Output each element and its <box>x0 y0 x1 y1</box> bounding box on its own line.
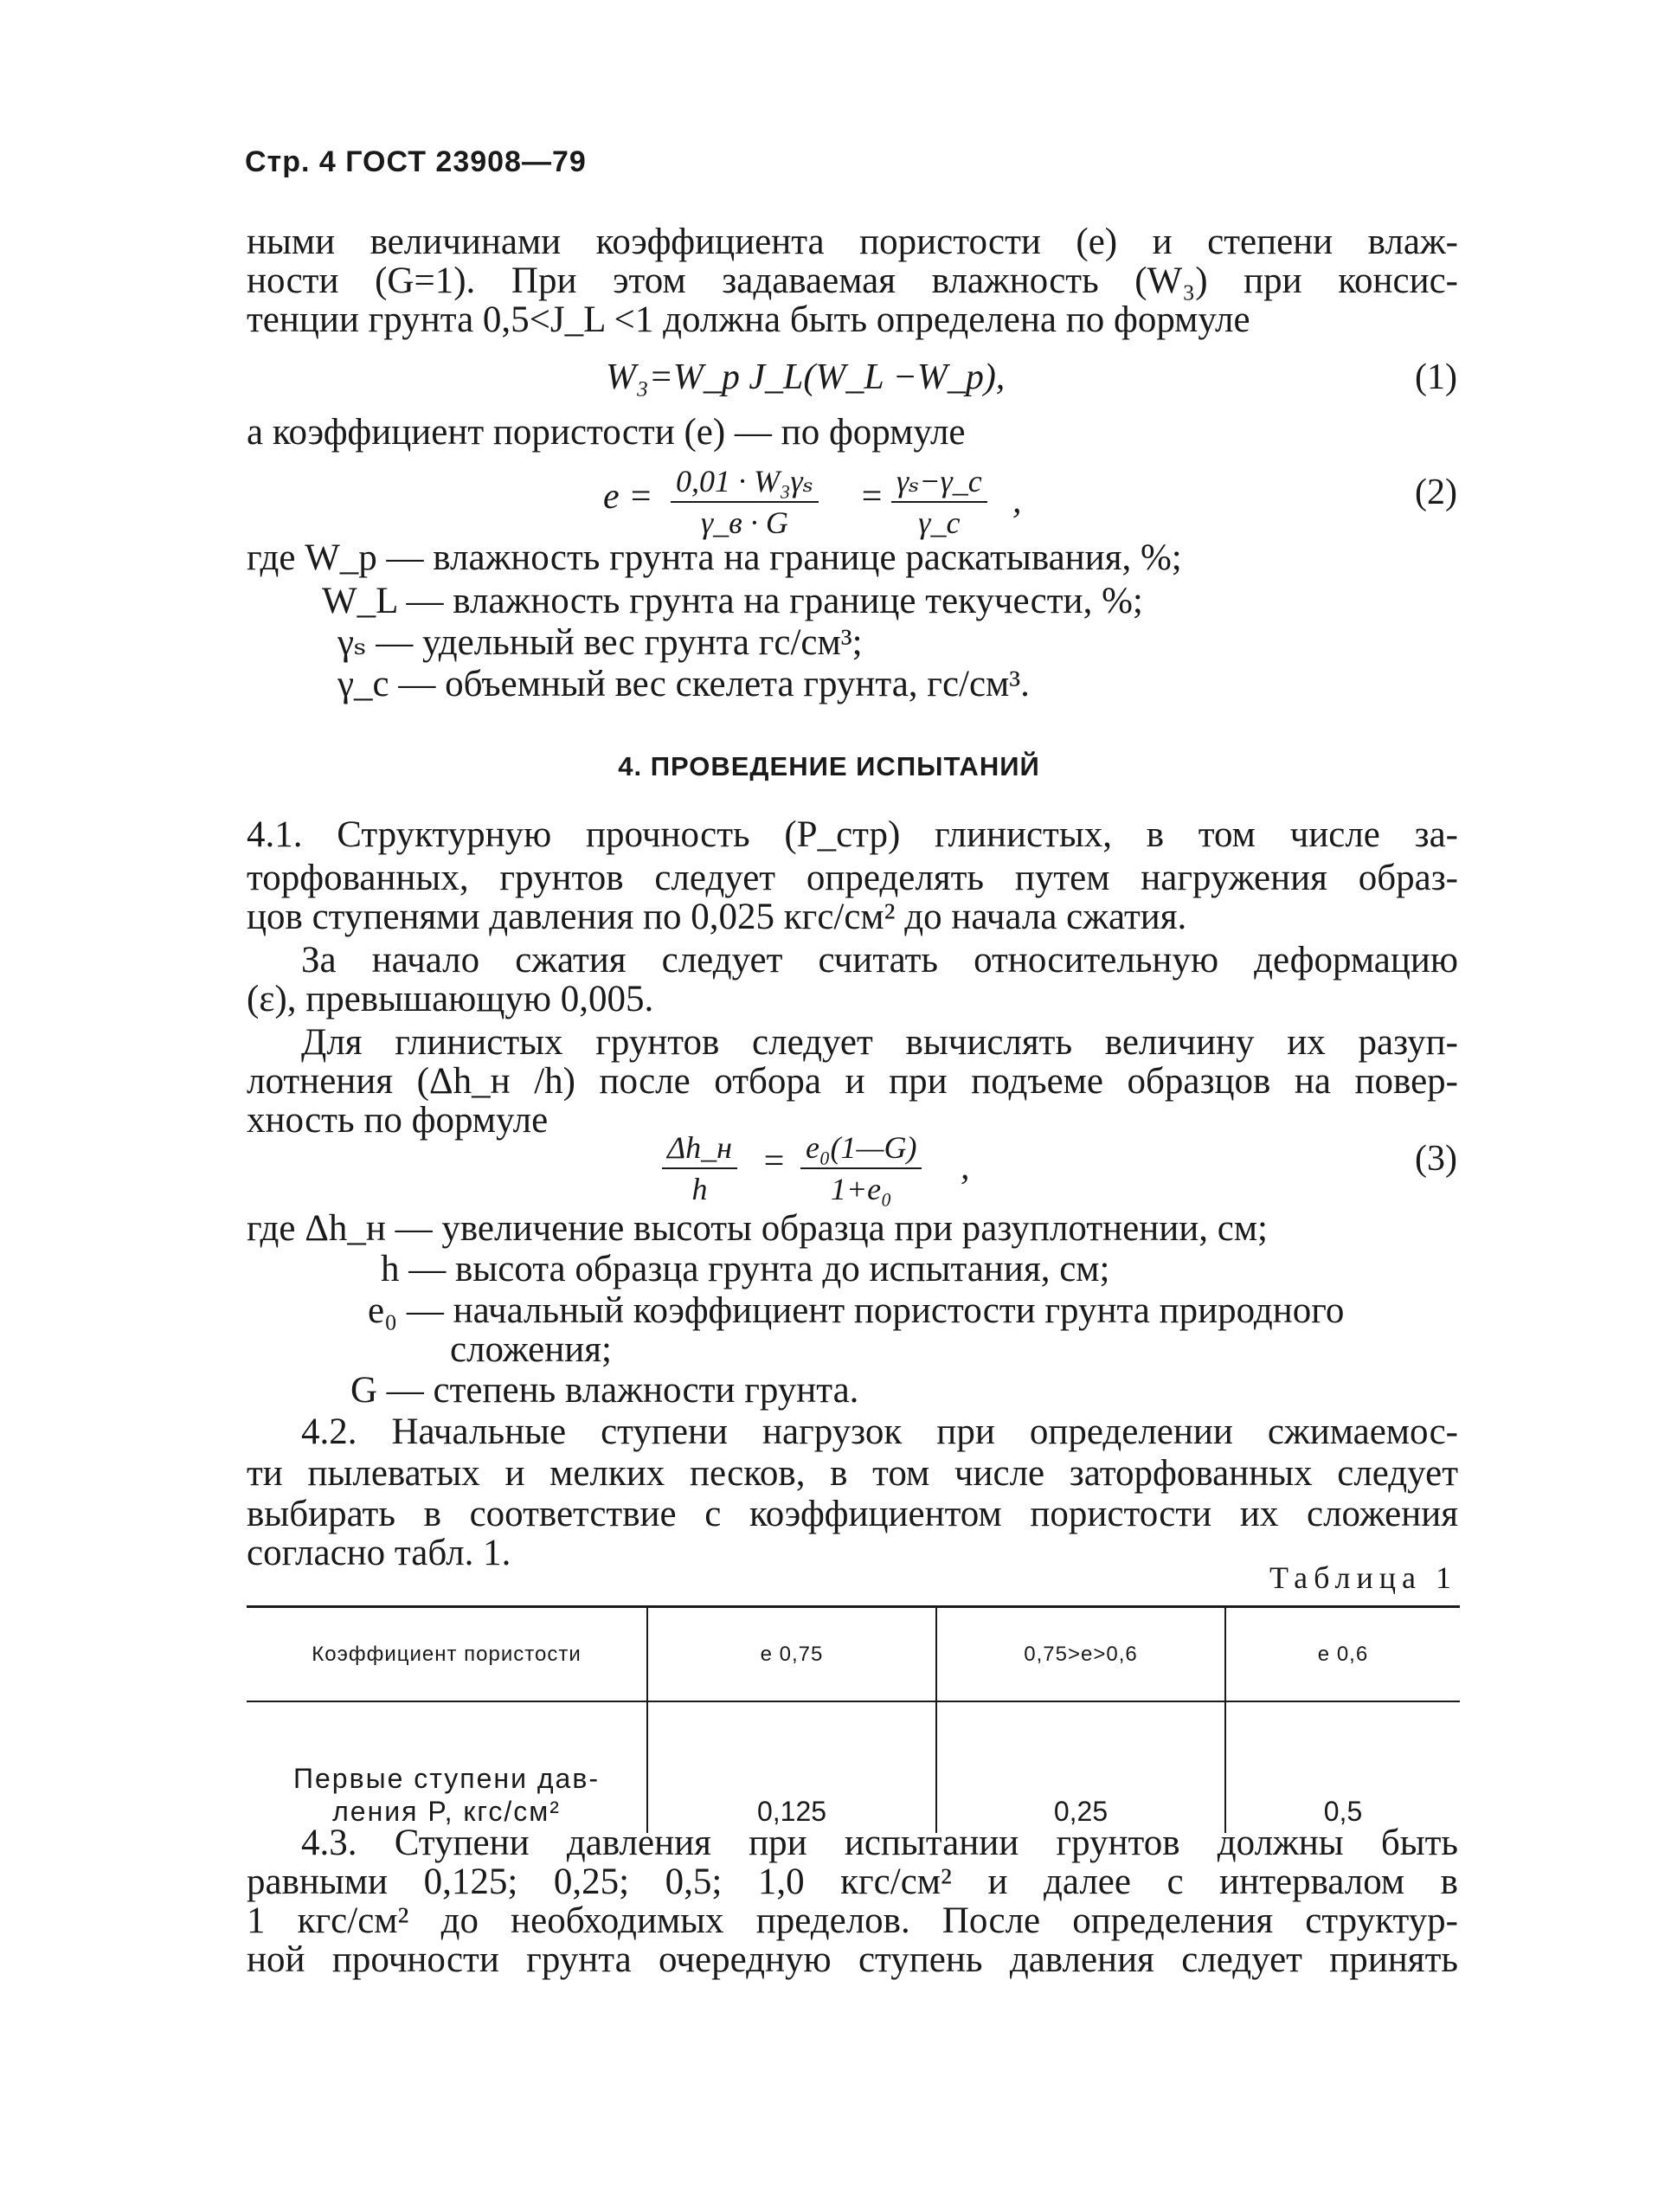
text-line: 1 кгс/см² до необходимых пределов. После определения структур- <box>247 1900 1458 1941</box>
text-line: хность по формуле <box>247 1100 549 1141</box>
equation-number-2: (2) <box>1415 473 1457 512</box>
formula-3-comma: , <box>961 1148 970 1187</box>
fraction-denominator: h <box>691 1172 708 1206</box>
definition-line: e₀ — начальный коэффициент пористости грунта природного <box>368 1290 1345 1331</box>
fraction-numerator: e₀(1—G) <box>800 1129 922 1169</box>
table-cell: 0,125 <box>647 1701 936 1833</box>
table-header-row <box>247 1607 1460 1702</box>
definition-line: где W_p — влажность грунта на границе раскатывания, %; <box>247 537 1182 578</box>
text-line: За начало сжатия следует считать относительную деформацию <box>301 940 1458 981</box>
fraction-numerator: γₛ−γ_c <box>891 463 987 503</box>
text-line: а коэффициент пористости (e) — по формуле <box>247 412 966 453</box>
fraction-numerator: 0,01 · W₃γₛ <box>671 463 819 503</box>
formula-2-fraction-2 <box>891 463 987 541</box>
formula-2-equals: = <box>859 477 884 517</box>
text-line: ной прочности грунта очередную ступень давления следует принять <box>247 1939 1458 1980</box>
fraction-denominator: 1+e₀ <box>830 1172 892 1206</box>
table-row <box>247 1701 1460 1833</box>
table-caption: Таблица 1 <box>1269 1560 1457 1595</box>
table-header-cell: e 0,6 <box>1225 1607 1460 1702</box>
table-cell: 0,5 <box>1225 1701 1460 1833</box>
fraction-numerator: Δh_н <box>662 1129 737 1169</box>
text-line: торфованных, грунтов следует определять путем нагружения образ- <box>247 858 1458 898</box>
text-line: равными 0,125; 0,25; 0,5; 1,0 кгс/см² и далее с интервалом в <box>247 1862 1458 1902</box>
definition-line: G — степень влажности грунта. <box>350 1370 859 1411</box>
text-line: 4.3. Ступени давления при испытании грунтов должны быть <box>301 1823 1458 1863</box>
formula-1: W₃=W_p J_L(W_L −W_p), <box>606 357 1006 397</box>
text-line: выбирать в соответствие с коэффициентом пористости их сложения <box>247 1494 1458 1534</box>
table-row-label: Первые ступени дав- ления P, кгс/см² <box>293 1763 600 1827</box>
text-line: (ε), превышающую 0,005. <box>247 979 654 1019</box>
text-line: согласно табл. 1. <box>247 1533 511 1573</box>
page-header: Стр. 4 ГОСТ 23908—79 <box>245 145 587 178</box>
text-line: лотнения (Δh_н /h) после отбора и при подъеме образцов на повер- <box>247 1061 1458 1102</box>
fraction-denominator: γ_c <box>918 505 961 540</box>
formula-3-fraction-2 <box>800 1129 922 1207</box>
definition-line: W_L — влажность грунта на границе текучести, %; <box>322 581 1143 621</box>
definition-line: γₛ — удельный вес грунта гс/см³; <box>337 622 863 663</box>
text-line: 4.1. Структурную прочность (P_стр) глинистых, в том числе за- <box>247 814 1458 855</box>
text-line: 4.2. Начальные ступени нагрузок при определении сжимаемос- <box>301 1411 1458 1452</box>
section-title: 4. ПРОВЕДЕНИЕ ИСПЫТАНИЙ <box>618 751 1040 781</box>
formula-2-lhs: e = <box>603 477 653 517</box>
table-header-cell: e 0,75 <box>647 1607 936 1702</box>
definition-line: сложения; <box>450 1329 612 1370</box>
formula-2-fraction-1 <box>671 463 819 541</box>
table-header-cell: 0,75>e>0,6 <box>936 1607 1225 1702</box>
definition-line: h — высота образца грунта до испытания, см; <box>381 1249 1110 1289</box>
table-header-cell: Коэффициент пористости <box>312 1642 582 1666</box>
equation-number-3: (3) <box>1415 1139 1457 1179</box>
text-line: тенции грунта 0,5<J_L <1 должна быть определена по формуле <box>247 299 1250 340</box>
equation-number-1: (1) <box>1415 357 1457 397</box>
formula-3-fraction-1 <box>662 1129 737 1207</box>
text-line: ти пылеватых и мелких песков, в том числе заторфованных следует <box>247 1453 1458 1494</box>
text-line: ными величинами коэффициента пористости (e) и степени влаж- <box>247 222 1458 262</box>
text-line: цов ступенями давления по 0,025 кгс/см² до начала сжатия. <box>247 897 1187 937</box>
fraction-denominator: γ_в · G <box>701 505 788 540</box>
definition-line: где Δh_н — увеличение высоты образца при разуплотнении, см; <box>247 1208 1269 1249</box>
formula-3-equals: = <box>762 1141 787 1181</box>
text-line: Для глинистых грунтов следует вычислять величину их разуп- <box>301 1022 1458 1063</box>
definition-line: γ_c — объемный вес скелета грунта, гс/см³. <box>337 664 1030 704</box>
text-line: ности (G=1). При этом задаваемая влажность (W₃) при консис- <box>247 260 1458 301</box>
formula-2-comma: , <box>1012 481 1022 521</box>
table-1 <box>247 1605 1460 1833</box>
table-cell: 0,25 <box>936 1701 1225 1833</box>
